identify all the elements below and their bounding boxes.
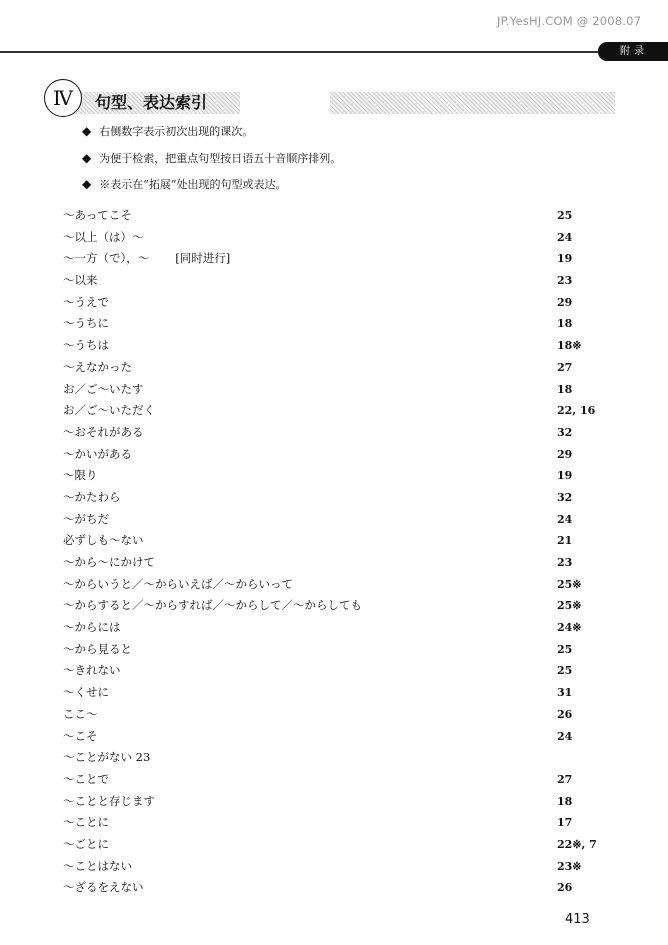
entry-pattern: ～限り xyxy=(63,468,98,483)
index-entry xyxy=(63,639,623,661)
index-entry xyxy=(63,769,623,791)
entry-pattern: ～かたわら xyxy=(63,489,121,504)
entry-pattern: ～うえで xyxy=(63,294,109,309)
entry-pattern: ここ～ xyxy=(63,706,98,721)
index-entry xyxy=(63,465,623,487)
entry-lesson: 25 xyxy=(557,642,573,656)
entry-pattern: お／ご～いただく xyxy=(63,403,155,418)
watermark: JP.YesHJ.COM @ 2008.07 xyxy=(497,14,642,28)
entry-pattern: ～ざるをえない xyxy=(63,880,144,895)
entry-lesson: 25 xyxy=(557,209,573,222)
index-entry xyxy=(63,552,623,574)
entry-pattern: ～こそ xyxy=(63,728,98,743)
entry-lesson: 32 xyxy=(557,425,573,439)
index-entry xyxy=(63,444,623,466)
note-item xyxy=(82,149,341,176)
index-entry xyxy=(63,877,623,899)
entry-pattern: ～からには xyxy=(63,620,121,635)
entry-pattern: ～からすると／～からすれば／～からして／～からしても xyxy=(63,598,362,613)
diamond-bullet-icon: ◆ xyxy=(82,124,92,138)
index-entry xyxy=(63,379,623,401)
index-entry xyxy=(63,270,623,292)
entry-pattern: ～あってこそ xyxy=(63,208,132,222)
entry-note: [同时进行] xyxy=(175,251,231,266)
note-item xyxy=(82,122,341,149)
index-entry xyxy=(63,292,623,314)
index-entry xyxy=(63,704,623,726)
entry-lesson: 22, 16 xyxy=(557,404,596,418)
entry-pattern: ～がちだ xyxy=(63,511,109,526)
entry-pattern: ～ことがない 23 xyxy=(63,750,151,765)
diamond-bullet-icon: ◆ xyxy=(82,177,92,191)
index-entry xyxy=(63,400,623,422)
entry-pattern: ～ことに xyxy=(63,815,109,830)
note-text: ※表示在“拓展”处出现的句型或表达。 xyxy=(99,178,287,191)
entry-lesson: 18 xyxy=(557,794,573,808)
entry-lesson: 18 xyxy=(557,317,573,331)
entry-lesson: 25※ xyxy=(557,599,582,613)
index-entry xyxy=(63,617,623,639)
entry-pattern: ～以来 xyxy=(63,273,98,288)
index-entry xyxy=(63,856,623,878)
entry-pattern: ～きれない xyxy=(63,663,121,678)
title-band-right xyxy=(330,92,615,114)
index-entry xyxy=(63,227,623,249)
section-numeral: Ⅳ xyxy=(44,79,82,117)
entry-pattern: ～うちは xyxy=(63,338,109,353)
index-entry xyxy=(63,812,623,834)
entry-lesson: 27 xyxy=(557,360,573,374)
index-entries xyxy=(63,205,623,899)
entry-lesson: 32 xyxy=(557,490,573,504)
entry-pattern: ～ごとに xyxy=(63,836,109,851)
entry-pattern: 必ずしも～ない xyxy=(63,533,144,548)
index-entry xyxy=(63,335,623,357)
entry-lesson: 19 xyxy=(557,252,573,266)
note-item xyxy=(82,175,341,202)
index-entry xyxy=(63,509,623,531)
note-text: 右侧数字表示初次出现的课次。 xyxy=(99,125,254,138)
entry-pattern: ～ことはない xyxy=(63,858,132,873)
index-entry xyxy=(63,205,623,227)
index-entry xyxy=(63,834,623,856)
entry-lesson: 26 xyxy=(557,881,573,895)
entry-lesson: 24 xyxy=(557,729,573,743)
entry-lesson: 31 xyxy=(557,686,573,700)
index-entry xyxy=(63,248,623,270)
entry-lesson: 23 xyxy=(557,274,573,288)
entry-lesson: 24 xyxy=(557,512,573,526)
entry-lesson: 24 xyxy=(557,230,573,244)
index-entry xyxy=(63,487,623,509)
entry-pattern: ～から～にかけて xyxy=(63,555,155,569)
entry-lesson: 24※ xyxy=(557,621,582,635)
section-tab: 附录 xyxy=(598,42,668,61)
entry-lesson: 29 xyxy=(557,447,573,461)
diamond-bullet-icon: ◆ xyxy=(82,150,92,165)
index-entry xyxy=(63,747,623,769)
index-entry xyxy=(63,682,623,704)
index-entry xyxy=(63,313,623,335)
entry-pattern: ～おそれがある xyxy=(63,424,144,439)
entry-pattern: ～以上（は）～ xyxy=(63,229,144,244)
entry-pattern: ～えなかった xyxy=(63,359,132,374)
index-entry xyxy=(63,726,623,748)
entry-pattern: お／ご～いたす xyxy=(63,381,144,396)
entry-pattern: ～からいうと／～からいえば／～からいって xyxy=(63,576,293,591)
section-title: 句型、表达索引 xyxy=(95,93,208,112)
index-entry xyxy=(63,595,623,617)
header-rule xyxy=(0,51,610,53)
entry-lesson: 26 xyxy=(557,707,573,721)
index-entry xyxy=(63,357,623,379)
index-entry xyxy=(63,422,623,444)
entry-lesson: 27 xyxy=(557,772,573,786)
index-entry xyxy=(63,574,623,596)
note-text: 为便于检索，把重点句型按日语五十音顺序排列。 xyxy=(99,151,342,165)
entry-pattern: ～ことと存じます xyxy=(63,793,155,808)
entry-lesson: 17 xyxy=(557,816,573,830)
entry-lesson: 23 xyxy=(557,556,573,569)
entry-pattern: ～くせに xyxy=(63,685,109,700)
index-entry xyxy=(63,660,623,682)
entry-pattern: ～一方（で），～ xyxy=(63,251,150,266)
entry-lesson: 21 xyxy=(557,534,573,548)
entry-pattern: ～かいがある xyxy=(63,446,132,461)
entry-lesson: 29 xyxy=(557,295,573,309)
entry-pattern: ～ことで xyxy=(63,771,109,786)
index-entry xyxy=(63,530,623,552)
entry-lesson: 23※ xyxy=(557,859,582,873)
page-number: 413 xyxy=(565,912,590,927)
entry-lesson: 18 xyxy=(557,382,573,396)
entry-lesson: 25※ xyxy=(557,577,582,591)
index-entry xyxy=(63,791,623,813)
entry-lesson: 18※ xyxy=(557,339,582,353)
entry-lesson: 19 xyxy=(557,469,573,483)
entry-lesson: 25 xyxy=(557,664,573,678)
entry-pattern: ～から見ると xyxy=(63,641,132,656)
entry-pattern: ～うちに xyxy=(63,316,109,331)
entry-lesson: 22※, 7 xyxy=(557,837,597,851)
notes-list xyxy=(82,122,341,202)
